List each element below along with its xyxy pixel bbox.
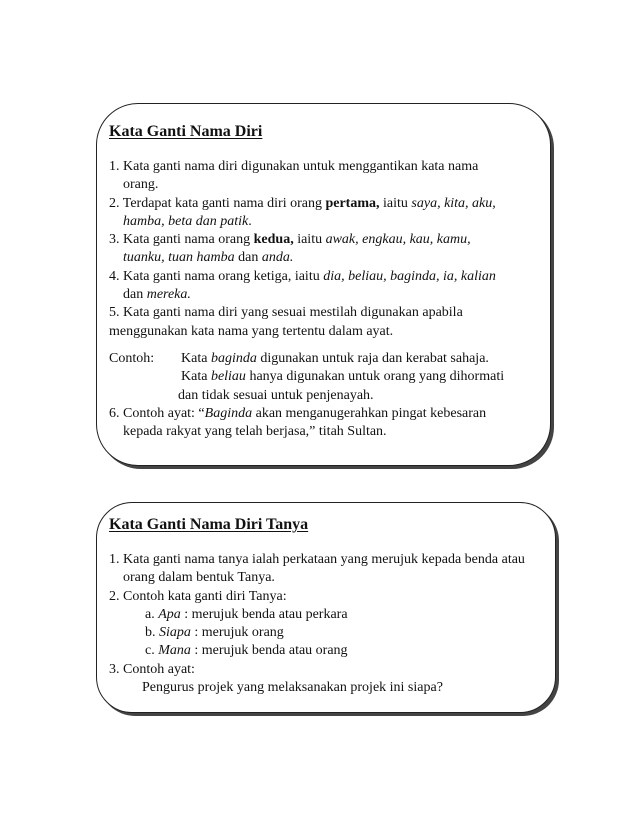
item-c-text: : merujuk benda atau orang [190, 643, 348, 659]
item-b-text: : merujuk orang [190, 625, 284, 641]
tanya-point-1-line-1: 1. Kata ganti nama tanya ialah perkataan yang merujuk kepada benda atau [109, 552, 525, 567]
point-2-italic: saya, kita, aku, [411, 195, 496, 211]
point-2-mid: iaitu [379, 195, 412, 211]
box1-title: Kata Ganti Nama Diri [109, 123, 263, 140]
point-1-line-1: 1. Kata ganti nama diri digunakan untuk menggantikan kata nama [109, 159, 479, 174]
kata-ganti-nama-diri-box [96, 103, 551, 466]
contoh-2-text-2: hanya digunakan untuk orang yang dihormati [245, 369, 505, 385]
item-b-italic: Siapa [159, 625, 191, 641]
point-2-bold: pertama, [325, 195, 380, 211]
point-4-italic-2: mereka. [146, 287, 191, 303]
point-2-end: . [248, 213, 252, 229]
box2-title: Kata Ganti Nama Diri Tanya [109, 516, 309, 533]
point-3-line-1 [109, 231, 544, 249]
tanya-item-c [109, 642, 549, 660]
point-3-bold: kedua, [253, 232, 294, 248]
tanya-item-a [109, 606, 549, 624]
contoh-1-text: Kata [181, 350, 211, 366]
item-c-label: c. [145, 643, 159, 659]
contoh-1-text-2: digunakan untuk raja dan kerabat sahaja. [256, 350, 489, 366]
item-a-text: : merujuk benda atau perkara [180, 606, 348, 622]
point-6-italic: Baginda [204, 405, 253, 421]
point-2-text: 2. Terdapat kata ganti nama diri orang [109, 195, 326, 211]
point-4-italic: dia, beliau, baginda, ia, kalian [323, 268, 496, 284]
contoh-2 [109, 368, 544, 386]
contoh-2-italic: beliau [210, 369, 246, 385]
point-2-italic-2: hamba, beta dan patik [123, 213, 249, 229]
point-3-italic-3: anda. [261, 250, 294, 266]
item-c-italic: Mana [158, 643, 191, 659]
kata-ganti-nama-diri-tanya-box [96, 502, 556, 713]
tanya-example: Pengurus projek yang melaksanakan projek ini siapa? [142, 680, 443, 696]
contoh-label: Contoh: [109, 350, 155, 366]
point-1-line-2: orang. [123, 177, 159, 193]
tanya-item-b [109, 624, 549, 642]
point-6-line-2: kepada rakyat yang telah berjasa,” titah Sultan. [123, 424, 387, 440]
spacer [109, 341, 544, 350]
point-4-line-1 [109, 268, 544, 286]
point-3-text: 3. Kata ganti nama orang [109, 232, 254, 248]
point-4-text: 4. Kata ganti nama orang ketiga, iaitu [109, 268, 324, 284]
point-2-line-1 [109, 195, 544, 213]
point-3-mid: iaitu [293, 232, 326, 248]
point-6-text-2: akan menganugerahkan pingat kebesaran [252, 405, 487, 421]
tanya-point-3: 3. Contoh ayat: [109, 661, 195, 677]
box1-content [109, 158, 544, 441]
item-b-label: b. [145, 625, 159, 641]
point-6-line-1 [109, 405, 544, 423]
contoh-1-italic: baginda [210, 350, 257, 366]
point-6-text: 6. Contoh ayat: “ [109, 405, 205, 421]
point-2-line-2 [109, 213, 544, 231]
contoh-row-1 [109, 350, 544, 368]
contoh-3: dan tidak sesuai untuk penjenayah. [178, 387, 374, 403]
point-4-text-2: dan [123, 287, 147, 303]
point-5-line-2: menggunakan kata nama yang tertentu dalam ayat. [109, 323, 394, 339]
point-5-line-1: 5. Kata ganti nama diri yang sesuai mestilah digunakan apabila [109, 305, 463, 321]
box2-content [109, 551, 549, 697]
point-4-line-2 [109, 286, 544, 304]
tanya-point-2: 2. Contoh kata ganti diri Tanya: [109, 588, 287, 604]
contoh-2-text: Kata [181, 369, 211, 385]
contoh-1 [181, 350, 489, 368]
point-3-italic-2: tuanku, tuan hamba [123, 250, 235, 266]
item-a-label: a. [145, 606, 159, 622]
point-3-italic: awak, engkau, kau, kamu, [325, 232, 471, 248]
point-3-mid-2: dan [234, 250, 262, 266]
tanya-point-1-line-2: orang dalam bentuk Tanya. [123, 570, 275, 586]
item-a-italic: Apa [158, 606, 181, 622]
point-3-line-2 [109, 249, 544, 267]
